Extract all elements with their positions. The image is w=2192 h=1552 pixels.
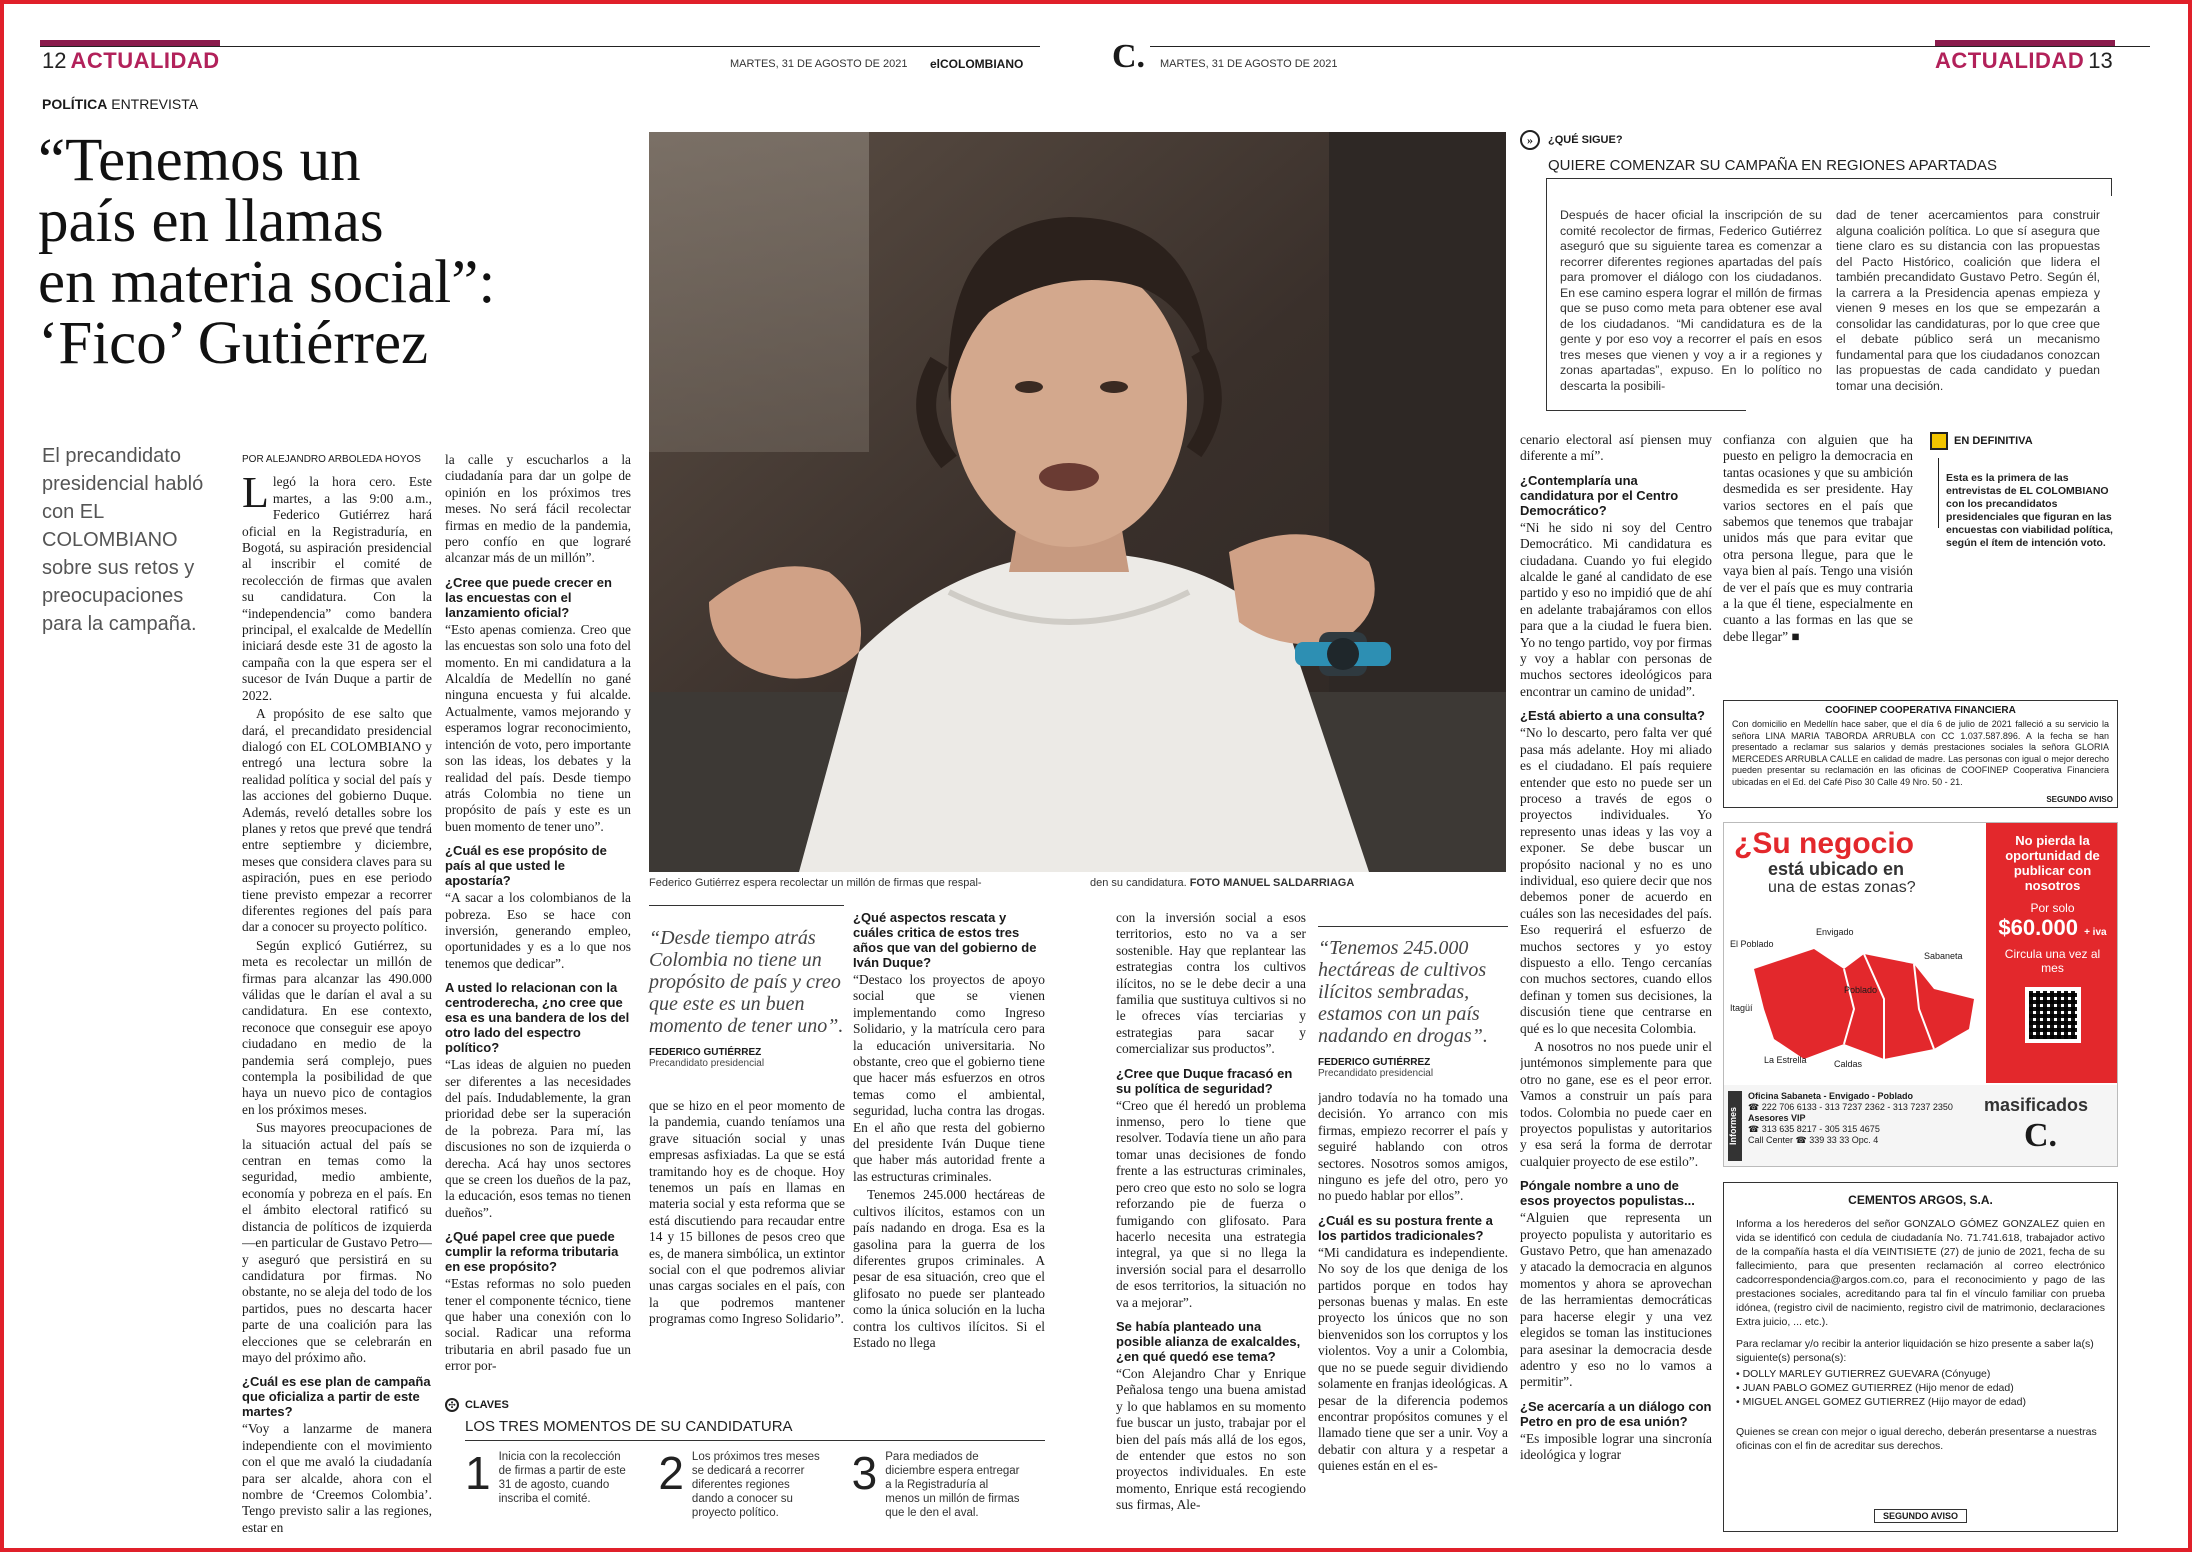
article-column-5 [1116,910,1306,1540]
pull-quote-2 [1318,937,1508,1079]
headline-line: en materia social”: [38,249,496,316]
pull-quote-role: Precandidato presidencial [649,1058,765,1069]
kicker [42,96,198,112]
date-left: MARTES, 31 DE AGOSTO DE 2021 [730,58,908,70]
ad-cta: No pierda la oportunidad de publicar con nosotros [2005,833,2100,893]
interview-answer: “Creo que él heredó un problema inmenso, pero lo tiene que resolver. Todavía tiene un año para tomar unas decisiones de fondo frente a las estructuras criminales, pero creo que esto no solo se logra reforzando pie de fuerza o fumigando con glifosato. Para hacerlo necesita una estrategia integral, ya que si no llega la inversión social para el desarrollo de esos territorios, la situación no va a mejorar”. [1116,1097,1306,1310]
portrait-photo [649,132,1506,872]
portrait-illustration [649,132,1506,872]
paragraph: Según explicó Gutiérrez, su meta es recolectar un millón de firmas para alcanzar las 490.000 válidas que le darían el aval a su candidatura. En ese contexto, reconoce que conseguir ese apoyo ciudadano en medio de la pandemia será complejo, pues contempla la posibilidad de que haya un nuevo pico de contagios en los próximos meses. [242,937,432,1117]
claves-number: 1 [465,1447,491,1499]
date-right: MARTES, 31 DE AGOSTO DE 2021 [1160,58,1338,70]
paragraph: con la inversión social a esos territorios, esto no va a ser sostenible. Hay que replantear las estrategias contra los cultivos ilícitos, no se le debe decir a una familia que sustituya cultivos si no le ofreces vías terciarias y estrategias para sacar y comercializar sus productos”. [1116,910,1306,1057]
pull-quote-name: FEDERICO GUTIÉRREZ [1318,1057,1431,1068]
ad-headline-1: ¿Su negocio [1734,827,1914,860]
ad-place: El Poblado [1730,939,1774,949]
page-number-left: 12 [42,48,67,73]
qr-code-icon[interactable] [2025,987,2081,1043]
argos-footer: SEGUNDO AVISO [1874,1509,1967,1523]
header-rule-left [40,46,1040,47]
que-sigue-text-left: Después de hacer oficial la inscripción de su comité recolector de firmas, Federico Gutiérrez aseguró que su siguiente tarea es comenzar a recorrer diferentes regiones apartadas del país para promover el diálogo con los ciudadanos. En ese camino espera lograr el millón de firmas que se puso como meta para obtener ese aval de los ciudadanos. “Mi candidatura es de la gente y por eso voy a recorrer el país en esos tres meses que vienen y voy a ir a regiones y zonas apartadas”, expuso. En lo político no descarta la posibili- [1560,208,1822,393]
claves-number: 2 [658,1447,684,1499]
photo-credit: FOTO MANUEL SALDARRIAGA [1189,877,1355,889]
paragraph: cenario electoral así piensen muy diferente a mí”. [1520,432,1712,464]
pull-quote-text: “Tenemos 245.000 hectáreas de cultivos ilícitos sembradas, estamos con un país nadando en drogas”. [1318,937,1488,1047]
en-definitiva-box [1930,432,2120,572]
claves-title: LOS TRES MOMENTOS DE SU CANDIDATURA [465,1418,793,1435]
ad-contact-title: Oficina Sabaneta - Envigado - Poblado [1748,1091,1914,1101]
ad-place: Sabaneta [1924,951,1963,961]
ad-headline-3: una de estas zonas? [1768,879,1916,896]
section-name-left: ACTUALIDAD [70,48,220,73]
logo-right: C. [1112,38,1146,75]
claves-number: 3 [851,1447,878,1499]
argos-list-item: • MIGUEL ANGEL GOMEZ GUTIERREZ (Hijo mayor de edad) [1736,1396,2026,1408]
kicker-type: ENTREVISTA [111,96,199,112]
header-right [1935,48,2113,74]
ad-place: Envigado [1816,927,1854,937]
photo-caption: Federico Gutiérrez espera recolectar un millón de firmas que respal- [649,877,982,889]
argos-notice [1723,1182,2118,1532]
interview-question: ¿Cuál es ese plan de campaña que oficializa a partir de este martes? [242,1374,431,1420]
interview-answer: “Estas reformas no solo pueden tener el componente técnico, tiene que haber una conexión con lo social. Radicar una reforma tributaria en abril pasado fue un error por- [445,1276,631,1374]
header-accent-bar-right [1935,40,2115,46]
article-column-7 [1520,432,1712,1540]
interview-question: ¿Cuál es su postura frente a los partidos tradicionales? [1318,1212,1493,1243]
article-column-1 [242,452,432,1540]
byline: POR ALEJANDRO ARBOLEDA HOYOS [242,454,421,465]
paragraph: la calle y escucharlos a la ciudadanía para dar un golpe de opinión en los próximos tres meses. No será fácil recolectar firmas en medio de la pandemia, pero confío en que lograré alcanzar más de un millón”. [445,452,631,566]
coofinep-title: COOFINEP COOPERATIVA FINANCIERA [1825,705,2016,716]
drop-cap: L [242,468,269,518]
ad-frequency: Circula una vez al mes [2004,947,2101,975]
advertisement-negocio [1723,822,2118,1167]
paragraph: jandro todavía no ha tomado una decisión. Yo arranco con mis firmas, empiezo recorrer el país y seguiré hablando con otros sectores. Nosotros somos amigos, ninguno es jefe del otro, pero yo no puedo hablar por ellos”. [1318,1090,1508,1204]
ad-logo: C. [2024,1117,2058,1154]
pull-quote-name: FEDERICO GUTIÉRREZ [649,1047,762,1058]
ad-headline-2: está ubicado en [1768,859,1905,879]
pull-quote-role: Precandidato presidencial [1318,1068,1434,1079]
ad-contact-line: ☎ 313 635 8217 - 305 315 4675 [1748,1124,1880,1134]
interview-question: ¿Cuál es ese propósito de país al que usted le apostaría? [445,843,607,889]
que-sigue-label: ¿QUÉ SIGUE? [1548,134,1623,146]
ad-contact-line: Asesores VIP [1748,1113,1806,1123]
ad-red-panel [1986,823,2118,1083]
checker-icon [1930,432,1948,450]
brand-left: elCOLOMBIANO [930,57,1024,71]
paragraph: Tenemos 245.000 hectáreas de cultivos ilícitos, estamos con un país nadando en droga. Esa es la gasolina para la guerra de los diferentes grupos criminales. A pesar de esa situación, creo que el glifosato no puede ser planteado como la única solución en la lucha contra los cultivos ilícitos. Si el Estado no llega [853,1187,1045,1350]
paragraph: A propósito de ese salto que dará, el precandidato presidencial dialogó con EL COLOMBIANO y entregó una lectura sobre la realidad política y social del país y las acciones del gobierno Duque. Además, reveló detalles sobre los planes y retos que prevé que tendrá entre septiembre y diciembre, meses que considera claves para su aspiración, pues en ese periodo tiene previsto empezar a recorrer diferentes regiones del país para dar a conocer su proyecto político. [242,706,432,935]
ad-contact [1748,1091,1968,1146]
ad-place: Poblado [1844,985,1878,995]
argos-list [1736,1367,2105,1409]
double-chevron-icon: » [1520,130,1540,150]
interview-question: Se había planteado una posible alianza de exalcaldes, ¿en qué quedó ese tema? [1116,1318,1301,1364]
pull-quote-rule [1318,926,1508,927]
claves-item [851,1447,1045,1520]
article-column-3 [649,1098,845,1428]
paragraph: confianza con alguien que ha puesto en peligro la democracia en tantas ocasiones y que su ambición desmedida es ser presidente. Hay varios sectores en el país que sabemos que tenemos que trabajar unidos más que para evitar que otra persona llegue, para que le vaya bien al país. Tengo una visión de ver el país que es muy contraria a la que él tiene, especialmente en cuanto a las formas en las que se debe llegar” ■ [1723,432,1913,644]
claves-icon: ✣ [445,1398,459,1412]
argos-paragraph: Quienes se crean con mejor o igual derecho, deberán presentarse a nuestras oficinas con el fin de acreditar sus derechos. [1736,1426,2097,1452]
page-number-right: 13 [2088,48,2113,73]
argos-list-item: • DOLLY MARLEY GUTIERREZ GUEVARA (Cónyuge) [1736,1368,1991,1380]
ad-side-label: Informes [1728,1091,1742,1161]
ad-place: Caldas [1834,1059,1863,1069]
claves-item [658,1447,851,1520]
header-left [42,48,220,74]
ad-price-label: Por solo [2030,901,2075,915]
coofinep-notice [1723,700,2118,808]
pull-quote-1 [649,927,844,1069]
interview-answer: “Mi candidatura es independiente. No soy de los que deniga de los partidos porque en todos hay personas buenas y malas. En este proyecto los únicos que no son bienvenidos son los corruptos y los violentos. Voy a unir a Colombia, que no se puede seguir dividiendo solamente en franjas ideológicas. A pesar de la diferencia podemos encontrar propósitos comunes y el llamado tiene que ser a unir. Voy a debatir con altura y a respetar a quienes están en el es- [1318,1244,1508,1474]
deck: El precandidato presidencial habló con EL COLOMBIANO sobre sus retos y preocupaciones para la campaña. [42,445,204,635]
pull-quote-rule [649,905,844,906]
interview-question: Póngale nombre a uno de esos proyectos populistas... [1520,1178,1695,1209]
en-definitiva-label: EN DEFINITIVA [1954,435,2033,447]
interview-answer: “Las ideas de alguien no pueden ser diferentes a las necesidades del país. Indudablemente, la gran prioridad debe ser la superación de la pobreza. Para mí, las discusiones no son de izquierda o derecha. Acá hay unos sectores que se creen los dueños de la paz, la educación, esos temas no tienen dueños”. [445,1057,631,1220]
interview-question: ¿Está abierto a una consulta? [1520,708,1705,724]
coofinep-footer: SEGUNDO AVISO [2046,795,2113,804]
argos-title: CEMENTOS ARGOS, S.A. [1848,1193,1993,1207]
headline-line: ‘Fico’ Gutiérrez [38,310,429,377]
lead-paragraph: Llegó la hora cero. Este martes, a las 9:00 a.m., Federico Gutiérrez hará oficial en la Registraduría, en Bogotá, su aspiración presidencial al inscribir el comité de recolección de firmas que avalen su candidatura. Con la “independencia” como bandera principal, el exalcalde de Medellín iniciará desde este 31 de agosto la campaña con la que espera ser el sucesor de Iván Duque a partir de 2022. [242,468,432,703]
ad-contact-line: Call Center ☎ 339 33 33 Opc. 4 [1748,1135,1879,1145]
en-definitiva-text: Esta es la primera de las entrevistas de EL COLOMBIANO con los precandidatos presidenciales que figuran en las encuestas con viabilidad política, según el ítem de intención voto. [1946,472,2113,549]
interview-answer: “Es imposible lograr una sincronía ideológica y lograr [1520,1430,1712,1463]
argos-paragraph: Para reclamar y/o recibir la anterior liquidación se hizo presente a saber la(s) siguiente(s) persona(s): [1736,1338,2094,1364]
paragraph: A nosotros no nos puede unir el juntémonos simplemente para que otro no gane, ese es el peor error. Vamos a construir un país para todos. Colombia no puede caer en proyectos populistas y autoritarios y esa será la forma de derrotar cualquier proyecto de ese estilo”. [1520,1039,1712,1169]
photo-caption-end: den su candidatura. FOTO MANUEL SALDARRIAGA [1090,877,1355,889]
interview-answer: “Destaco los proyectos de apoyo social que se vienen implementando como Ingreso Solidario, y la matrícula cero para la educación universitaria. No obstante, creo que el gobierno tiene que hacer más esfuerzos en otros temas como el ambiental, seguridad, lucha contra las drogas. En el año que resta del gobierno del presidente Iván Duque tiene que haber más autoridad frente a las estructuras criminales. [853,972,1045,1184]
claves-text: Los próximos tres meses se dedicará a recorrer diferentes regiones dando a conocer su proyecto político. [691,1451,820,1519]
interview-answer: “Esto apenas comienza. Creo que las encuestas son solo una foto del momento. En mi candidatura a la Alcaldía de Medellín no gané ninguna encuesta y fui alcalde. Actualmente, vamos mejorando y esperamos lograr reconocimiento, intención de voto, pero importante son las ideas, los debates y la realidad del país. Desde tiempo atrás Colombia no tiene un propósito de país y este es un buen momento de tener uno”. [445,621,631,834]
ad-price: $60.000 [1998,915,2078,940]
pull-quote-text: “Desde tiempo atrás Colombia no tiene un propósito de país y creo que este es un buen momento de tener uno”. [649,927,844,1037]
argos-paragraph: Informa a los herederos del señor GONZALO GÓMEZ GONZALEZ quien en vida se identificó con cedula de ciudadanía No. 71.741.618, trabajador activo de la compañía hasta el día VEINTISIETE (27) de junio de 2021, fecha de su fallecimiento, para que presenten reclamación al correo electrónico cadcorrespondencia@argos.com.co, para el reconocimiento y pago de las prestaciones sociales, acreditando para tal fin el vínculo familiar con prueba idónea, (registro civil de nacimiento, registro civil de matrimonio, declaraciones Extra juicio, ... etc.). [1736,1218,2105,1328]
headline-line: país en llamas [38,188,384,255]
interview-answer: “A sacar a los colombianos de la pobreza. Eso se hace con inversión, generando empleo, oportunidades y es a lo que nos tenemos que dedicar”. [445,890,631,971]
article-column-4 [853,910,1045,1430]
headline [38,127,658,377]
article-column-8 [1723,432,1913,667]
ad-place: La Estrella [1764,1055,1807,1065]
ad-contact-line: ☎ 222 706 6133 - 313 7237 2362 - 313 7237 2350 [1748,1102,1953,1112]
article-column-6 [1318,1090,1508,1540]
interview-answer: “Con Alejandro Char y Enrique Peñalosa tengo una buena amistad y lo que hablamos en su momento fue buscar un justo, trabajar por el bien del país más allá de los egos, de entender que estos no son proyectos individuales. En este momento, Enrique está recogiendo sus firmas, Ale- [1116,1365,1306,1513]
header-rule-right [1150,46,2150,47]
ad-brand: masificados [1984,1095,2089,1115]
interview-question: ¿Qué papel cree que puede cumplir la reforma tributaria en ese propósito? [445,1229,619,1275]
interview-answer: “Alguien que representa un proyecto populista y autoritario es Gustavo Petro, que han amenazado y atacado la democracia en algunos momentos y ahora se aprovechan de las herramientas democráticas para hacerse elegir y una vez elegidos se toman las instituciones para asesinar la democracia desde adentro y eso no lo vamos a permitir”. [1520,1210,1712,1390]
claves-box [445,1398,1045,1538]
headline-line: “Tenemos un [38,127,361,194]
interview-answer: que se hizo en el peor momento de la pandemia, cuando teníamos una grave situación social y unas empresas asfixiadas. La que se está tramitando hoy es de choque. Hoy tenemos un país en llamas en materia social y esta reforma que se está discutiendo para recaudar entre 14 y 15 billones de pesos creo que es, de manera simbólica, un extintor social con el que podremos aliviar unas cargas sociales en el país, con la que podremos mantener programas como Ingreso Solidario”. [649,1098,845,1327]
interview-question: ¿Cree que Duque fracasó en su política de seguridad? [1116,1065,1293,1096]
claves-text: Inicia con la recolección de firmas a partir de este 31 de agosto, cuando inscriba el comité. [498,1451,626,1505]
interview-answer: “No lo descarto, pero falta ver qué pasa más adelante. Hoy mi aliado es el ciudadano. El país requiere entender que esto no puede ser un proceso a través de egos o proyectos individuales. Yo represento unas ideas y las voy a exponer. Se debe buscar un propósito nacional y no es uno individual, eso quiere decir que nos debemos poner de acuerdo en cuáles son las necesidades del país. Eso requerirá el esfuerzo de muchos sectores y yo estoy dispuesto a ello. Tengo cercanías con muchos sectores, cuando ellos definan y tomen sus decisiones, la discusión tiene que centrarse en qué es lo que necesita Colombia. [1520,725,1712,1036]
claves-items [465,1447,1045,1520]
argos-list-item: • JUAN PABLO GOMEZ GUTIERREZ (Hijo menor de edad) [1736,1382,2014,1394]
ad-price-suffix: + iva [2084,927,2107,938]
interview-answer: “Ni he sido ni soy del Centro Democrático. Mi candidatura es ciudadana. Cuando yo fui elegido alcalde le gané al candidato de ese partido y eso no impidió que de ahí en adelante trabajáramos con ellos para que a la ciudad le fuera bien. Yo no tengo partido, voy por firmas y voy a hablar con personas de muchos sectores ideológicos para encontrar un camino de unidad”. [1520,519,1712,699]
article-column-2 [445,452,631,1540]
claves-label: CLAVES [465,1399,509,1411]
que-sigue-text-right: dad de tener acercamientos para construir alguna coalición política. Lo que sí asegura que tiene claro es su distancia con las propuestas del Pacto Histórico, coalición que lidera el también precandidato Gustavo Petro. Según él, la carrera a la Presidencia apenas empieza y vienen 9 meses en los que se empezarán a consolidar las candidaturas, por lo que cree que el debate público será un mecanismo fundamental para que los ciudadanos conozcan las propuestas de cada candidato y puedan tomar una decisión. [1836,208,2100,393]
paragraph: Sus mayores preocupaciones de la situación actual del país se centran en temas como la seguridad, medio ambiente, economía y pobreza en el país. En el ámbito electoral ratificó su distancia de políticos de izquierda —en particular de Gustavo Petro— y aseguró que persistirá en su candidatura por firmas. No obstante, no se aleja del todo de los partidos, pues no descarta hacer parte de una coalición para las elecciones que se celebrarán en mayo del próximo año. [242,1120,432,1365]
interview-question: ¿Contemplaría una candidatura por el Centro Democrático? [1520,472,1679,518]
interview-question: A usted lo relacionan con la centroderecha, ¿no cree que esa es una bandera de los del otro lado del espectro político? [445,980,630,1056]
interview-answer: “Voy a lanzarme de manera independiente con el movimiento con el que me avaló la ciudadanía para ser alcalde, ahora con el nombre de ‘Creemos Colombia’. Tengo previsto salir a las regiones, estar en [242,1421,432,1535]
claves-item [465,1447,658,1520]
que-sigue-title: QUIERE COMENZAR SU CAMPAÑA EN REGIONES APARTADAS [1548,157,1997,174]
ad-place: Itagüí [1730,1003,1753,1013]
interview-question: ¿Se acercaría a un diálogo con Petro en pro de esa unión? [1520,1398,1712,1429]
coofinep-text: Con domicilio en Medellín hace saber, que el día 6 de julio de 2021 falleció a su servicio la señora LINA MARIA TABORDA ARRUBLA con CC 1.037.587.896. A la fecha se han presentado a reclamar sus salarios y demás prestaciones sociales la señora GLORIA MERCEDES ARRUBLA CALLE en calidad de madre. Las personas con igual o mejor derecho pueden presentar su reclamación en las oficinas de COOFINEP Cooperativa Financiera ubicadas en el Ed. del Café Piso 30 Calle 49 Nro. 50 - 21. [1732,719,2109,787]
section-name-right: ACTUALIDAD [1935,48,2085,73]
interview-question: ¿Cree que puede crecer en las encuestas con el lanzamiento oficial? [445,574,612,620]
que-sigue-box [1520,130,2120,420]
kicker-category: POLÍTICA [42,96,108,112]
interview-question: ¿Qué aspectos rescata y cuáles critica de estos tres años que van del gobierno de Iván Duque? [853,910,1037,970]
claves-text: Para mediados de diciembre espera entregar a la Registraduría al menos un millón de firmas que le den el aval. [885,1451,1020,1519]
